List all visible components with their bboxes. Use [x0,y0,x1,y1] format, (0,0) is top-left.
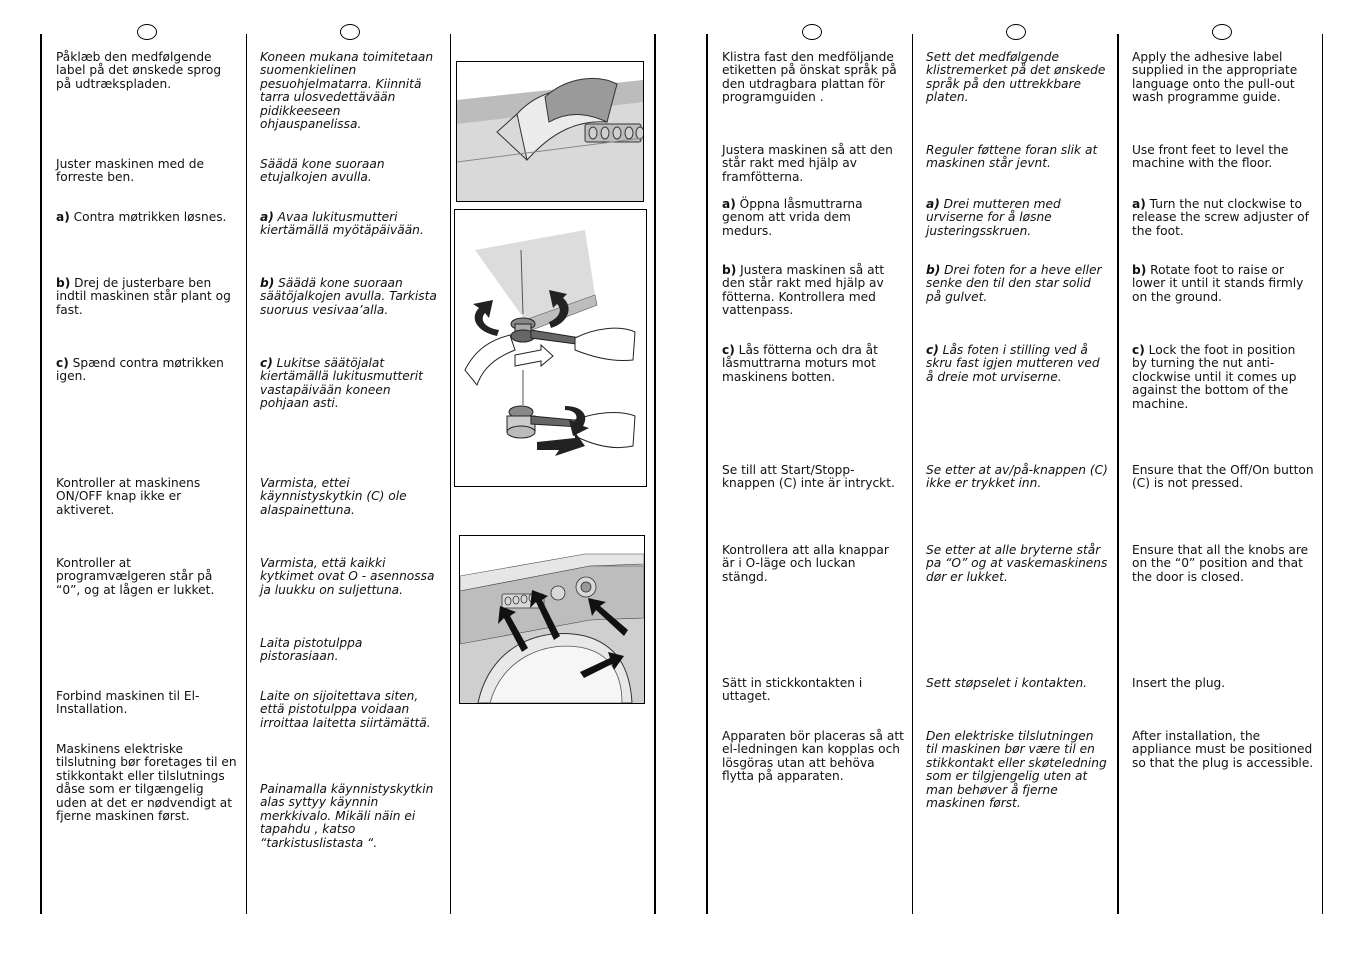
no-step-b: b) Drei foten for a heve eller senke den til den star solid på gulvet. [926,263,1102,304]
no-insert-plug: Sett støpselet i kontakten. [926,676,1088,690]
da-label-instruction: Påklæb den medfølgende label på det ønskede sprog på udtrækspladen. [56,50,222,91]
sv-label-instruction: Klistra fast den medföljande etiketten på önskat språk på den utdragbara plattan för programguiden . [722,50,897,105]
fi-label-instruction: Koneen mukana toimitetaan suomenkielinen pesuohjelmatarra. Kiinnitä tarra ulosvedettävään pidikkeeseen ohjauspanelissa. [260,50,434,132]
no-level-instruction: Reguler føttene foran slik at maskinen står jevnt. [926,143,1098,171]
fi-program-check: Varmista, että kaikki kytkimet ovat O - asennossa ja luukku on suljettuna. [260,556,435,597]
da-connect-power: Forbind maskinen til El-Installation. [56,689,200,717]
control-panel-illustration [459,535,645,704]
sv-electrical-note: Apparaten bör placeras så att el-ledningen kan kopplas och lösgöras utan att behöva flytta på apparaten. [722,729,904,784]
foot-adjustment-illustration [454,209,647,487]
language-marker-danish [137,24,157,40]
sv-onoff-check: Se till att Start/Stopp-knappen (C) inte är intryckt. [722,463,895,491]
en-insert-plug: Insert the plug. [1132,676,1226,690]
da-program-check: Kontroller at programvælgeren står på “0”, og at lågen er lukket. [56,556,215,597]
en-electrical-note: After installation, the appliance must be positioned so that the plug is accessible. [1132,729,1314,770]
rule-right-end [1322,34,1323,914]
da-level-instruction: Juster maskinen med de forreste ben. [56,157,204,185]
no-electrical-note: Den elektriske tilslutningen til maskinen bør være til en stikkontakt eller skøteledning som er tilgjengelig uten at man behøver å fjerne maskinen først. [926,729,1107,811]
fi-level-instruction: Säädä kone suoraan etujalkojen avulla. [260,157,385,185]
no-label-instruction: Sett det medfølgende klistremerket på det ønskede språk på den uttrekkbare platen. [926,50,1106,105]
rule-4 [1117,34,1119,914]
label-insert-illustration [456,61,644,202]
language-marker-swedish [802,24,822,40]
rule-3 [912,34,913,914]
fi-step-c: c) Lukitse säätöjalat kiertämällä lukitusmutterit vastapäivään koneen pohjaan asti. [260,356,423,411]
da-step-a: a) Contra møtrikken løsnes. [56,210,227,224]
fi-step-a: a) Avaa lukitusmutteri kiertämällä myötäpäivään. [260,210,424,238]
sv-step-b: b) Justera maskinen så att den står rakt med hjälp av fötterna. Kontrollera med vattenpass. [722,263,885,318]
en-program-check: Ensure that all the knobs are on the “0” position and that the door is closed. [1132,543,1309,584]
rule-1 [246,34,247,914]
fi-insert-plug: Laita pistotulppa pistorasiaan. [260,636,363,664]
sv-step-a: a) Öppna låsmuttrarna genom att vrida dem medurs. [722,197,863,238]
no-step-a: a) Drei mutteren med urviserne for å løsne justeringsskruen. [926,197,1061,238]
sv-insert-plug: Sätt in stickkontakten i uttaget. [722,676,863,704]
en-step-c: c) Lock the foot in position by turning the nut anti-clockwise until it comes up against the bottom of the machine. [1132,343,1297,411]
en-label-instruction: Apply the adhesive label supplied in the appropriate language onto the pull-out wash programme guide. [1132,50,1298,105]
language-marker-finnish [340,24,360,40]
en-level-instruction: Use front feet to level the machine with the floor. [1132,143,1289,171]
fi-onoff-check: Varmista, ettei käynnistyskytkin (C) ole alaspainettuna. [260,476,407,517]
fi-start-note: Painamalla käynnistyskytkin alas syttyy käynnin merkkivalo. Mikäli näin ei tapahdu , katso “tarkistuslistasta “. [260,782,434,850]
no-step-c: c) Lås foten i stilling ved å skru fast igjen mutteren ved å dreie mot urviserne. [926,343,1100,384]
fi-step-b: b) Säädä kone suoraan säätöjalkojen avulla. Tarkista suoruus vesivaa’alla. [260,276,437,317]
fi-plug-access: Laite on sijoitettava siten, että pistotulppa voidaan irroittaa laitetta siirtämättä. [260,689,431,730]
rule-left-outer [40,34,42,914]
language-marker-english [1212,24,1232,40]
da-onoff-check: Kontroller at maskinens ON/OFF knap ikke er aktiveret. [56,476,201,517]
da-step-c: c) Spænd contra møtrikken igen. [56,356,224,384]
rule-right-outer [706,34,708,914]
en-step-a: a) Turn the nut clockwise to release the screw adjuster of the foot. [1132,197,1309,238]
sv-step-c: c) Lås fötterna och dra åt låsmuttrarna moturs mot maskinens botten. [722,343,878,384]
no-program-check: Se etter at alle bryterne står pa “O” og at vaskemaskinens dør er lukket. [926,543,1108,584]
rule-2 [450,34,451,914]
da-electrical-note: Maskinens elektriske tilslutning bør foretages til en stikkontakt eller tilslutnings dåse som er tilgængelig uden at det er nødvendigt at fjerne maskinen først. [56,742,237,824]
sv-level-instruction: Justera maskinen så att den står rakt med hjälp av framfötterna. [722,143,893,184]
rule-left-inner [654,34,656,914]
da-step-b: b) Drej de justerbare ben indtil maskinen står plant og fast. [56,276,231,317]
sv-program-check: Kontrollera att alla knappar är i O-läge och luckan stängd. [722,543,889,584]
language-marker-norwegian [1006,24,1026,40]
en-onoff-check: Ensure that the Off/On button (C) is not pressed. [1132,463,1314,491]
en-step-b: b) Rotate foot to raise or lower it until it stands firmly on the ground. [1132,263,1304,304]
no-onoff-check: Se etter at av/på-knappen (C) ikke er trykket inn. [926,463,1108,491]
